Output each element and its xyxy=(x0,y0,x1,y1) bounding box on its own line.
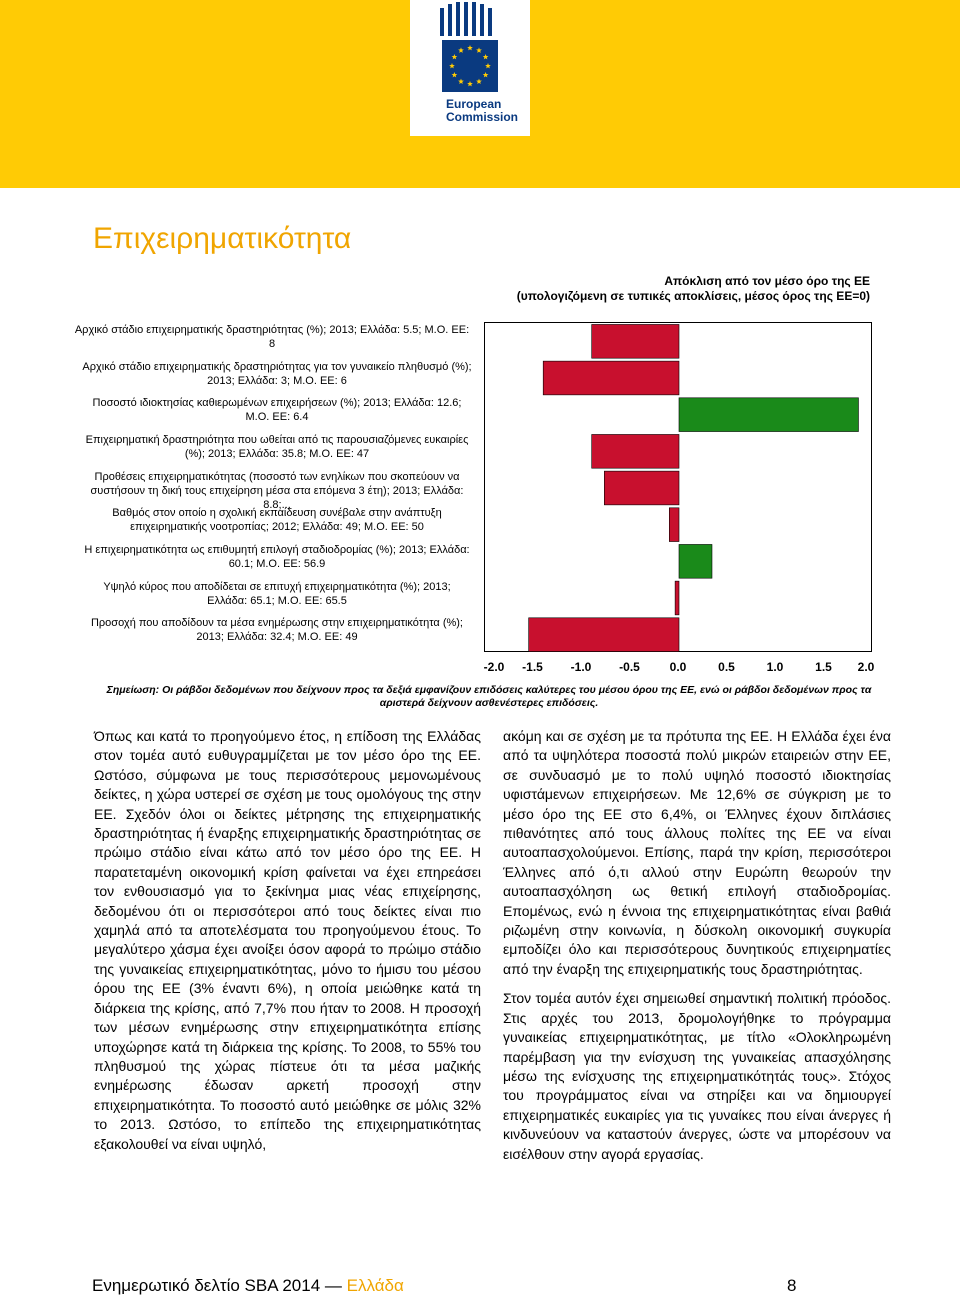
category-label-9: Προσοχή που αποδίδουν τα μέσα ενημέρωσης στην επιχειρηματικότητα (%); 2013; Ελλάδα: 32.4; Μ.Ο. ΕΕ: 49 xyxy=(90,617,463,644)
bar-4 xyxy=(592,434,679,468)
left-paragraph-1: Όπως και κατά το προηγούμενο έτος, η επίδοση της Ελλάδας στον τομέα αυτό ευθυγραμμίζεται με τον μέσο όρο της ΕΕ. Ωστόσο, σύμφωνα με τους περισσότερους μεμονωμένους δείκτες, η χώρα υστερεί σε σχέση με τους ομολόγους της στην ΕΕ. Σχεδόν όλοι οι δείκτες μέτρησης της επιχειρηματικής δραστηριότητας ή έναρξης επιχειρηματικής δραστηριότητας σε πρώιμο στάδιο είναι κάτω από τον μέσο όρο της ΕΕ. Η παρατεταμένη οικονομική κρίση φαίνεται να έχει επηρεάσει τον ενθουσιασμό για το ξεκίνημα μιας νέας επιχείρησης, δεδομένου ότι οι περισσότεροι από τους δείκτες είναι πιο χαμηλά από τα αποτελέσματα του προηγούμενου έτους. Το μεγαλύτερο χάσμα έχει ανοίξει όσον αφορά το πρώιμο στάδιο της γυναικείας επιχειρηματικότητας, μόνο το ήμισυ του μέσου όρου της ΕΕ (3% έναντι 6%), η οποία μειώθηκε κατά τη διάρκεια της κρίσης, από 7,7% που ήταν το 2008. Η προσοχή των μέσων ενημέρωσης στην επιχειρηματικότητα επίσης υποχώρησε κατά τη διάρκεια της κρίσης. Το 2008, το 55% του πληθυσμού της χώρας πίστευε ότι τα μέσα μαζικής ενημέρωσης έδωσαν αρκετή προσοχή στην επιχειρηματικότητα. Το ποσοστό αυτό μειώθηκε σε μόλις 32% το 2013. Ωστόσο, το επίπεδο της επιχειρηματικότητας εξακολουθεί να είναι υψηλό, xyxy=(94,728,481,1152)
chart-note: Σημείωση: Οι ράβδοι δεδομένων που δείχνουν προς τα δεξιά εμφανίζουν επιδόσεις καλύτερες του μέσου όρου της ΕΕ, ενώ οι ράβδοι δεδομένων προς τα αριστερά δείχνουν ασθενέστερες επιδόσεις. xyxy=(106,684,872,709)
footer-country: Ελλάδα xyxy=(346,1276,404,1295)
right-paragraph-2: Στον τομέα αυτόν έχει σημειωθεί σημαντική πολιτική πρόοδος. Στις αρχές του 2013, δρομολογήθηκε το πρόγραμμα γυναικείας επιχειρηματικότητας, με τίτλο «Ολοκληρωμένη παρέμβαση για την ενίσχυση της γυναικείας απασχόλησης μέσω της ενίσχυσης της επιχειρηματικότητάς τους». Στόχος του προγράμματος είναι να στηρίξει και να δημιουργεί επιχειρηματικές ευκαιρίες για τις γυναίκες που είναι άνεργες ή κινδυνεύουν να καταστούν άνεργες, ώστε να μπορέσουν να εισέλθουν στην αγορά εργασίας. xyxy=(503,990,891,1162)
logo-text-line1: European xyxy=(446,97,502,111)
bar-9 xyxy=(529,618,679,652)
x-tick-label: 0.0 xyxy=(669,660,687,674)
european-commission-logo xyxy=(410,0,530,136)
x-tick-label: 2.0 xyxy=(857,660,875,674)
category-label-8: Υψηλό κύρος που αποδίδεται σε επιτυχή επιχειρηματικότητα (%); 2013; Ελλάδα: 65.1; Μ.Ο. ΕΕ: 65.5 xyxy=(103,580,451,607)
page-number: 8 xyxy=(787,1276,797,1295)
chart-plot-area xyxy=(484,322,872,652)
category-label-2: Αρχικό στάδιο επιχειρηματικής δραστηριότητας για τον γυναικείο πληθυσμό (%); 2013; Ελλάδα: 3; Μ.Ο. ΕΕ: 6 xyxy=(82,360,472,387)
x-tick-label: 0.5 xyxy=(718,660,735,674)
category-label-3: Ποσοστό ιδιοκτησίας καθιερωμένων επιχειρήσεων (%); 2013; Ελλάδα: 12.6; Μ.Ο. ΕΕ: 6.4 xyxy=(92,397,462,424)
logo-text-line2: Commission xyxy=(446,110,519,124)
bar-3 xyxy=(679,398,858,432)
x-tick-label: 1.0 xyxy=(766,660,784,674)
right-paragraph-1: ακόμη και σε σχέση με τα πρότυπα της ΕΕ. Η Ελλάδα έχει ένα από τα υψηλότερα ποσοστά πολύ μικρών εταιρειών στην ΕΕ, σε συνδυασμό με το πολύ υψηλό ποσοστό ιδιοκτησίας υφιστάμενων επιχειρήσεων. Με 12,6% σε σύγκριση με το μέσο όρο της ΕΕ στο 6,4%, οι Έλληνες έχουν διπλάσιες πιθανότητες από τους άλλους πολίτες της ΕΕ να είναι αυτοαπασχολούμενοι. Επίσης, παρά την κρίση, περισσότεροι Έλληνες από ό,τι αλλού στην Ευρώπη θεωρούν την αυτοαπασχόληση ως θετική επιλογή σταδιοδρομίας. Επομένως, ενώ η έννοια της επιχειρηματικότητας είναι βαθιά ριζωμένη στην κοινωνία, η δύσκολη οικονομική συγκυρία εμποδίζει όλο και περισσότερους δυνητικούς επιχειρηματίες από την έναρξη της επιχειρηματικής τους δραστηριότητας. xyxy=(503,728,891,977)
bar-1 xyxy=(592,324,679,358)
chart-title-line2: (υπολογιζόμενη σε τυπικές αποκλίσεις, μέσος όρος της ΕΕ=0) xyxy=(516,289,870,303)
bar-6 xyxy=(669,508,679,542)
category-label-5: Προθέσεις επιχειρηματικότητας (ποσοστό των ενηλίκων που σκοπεύουν να συστήσουν τη δική τους επιχείρηση μέσα στα επόμενα 3 έτη); 2013; Ελλάδα: 8.8;... xyxy=(90,470,464,511)
footer xyxy=(92,1276,404,1296)
bar-7 xyxy=(679,544,712,578)
category-label-6: Βαθμός στον οποίο η σχολική εκπαίδευση συνέβαλε στην ανάπτυξη επιχειρηματικής νοοτροπίας; 2012; Ελλάδα: 49; Μ.Ο. ΕΕ: 50 xyxy=(112,507,442,534)
chart-header xyxy=(370,274,870,304)
category-label-1: Αρχικό στάδιο επιχειρηματικής δραστηριότητας (%); 2013; Ελλάδα: 5.5; Μ.Ο. ΕΕ: 8 xyxy=(74,324,470,350)
x-tick-label: -0.5 xyxy=(619,660,640,674)
x-tick-label: -1.0 xyxy=(570,660,592,674)
right-column xyxy=(503,727,891,1174)
left-column xyxy=(94,727,481,1164)
category-label-4: Επιχειρηματική δραστηριότητα που ωθείται από τις παρουσιαζόμενες ευκαιρίες (%); 2013; Ελλάδα: 35.8; Μ.Ο. ΕΕ: 47 xyxy=(85,434,469,460)
header-banner xyxy=(0,0,960,188)
bar-2 xyxy=(543,361,679,395)
x-axis-ticks xyxy=(483,660,875,676)
x-tick-label: 1.5 xyxy=(815,660,832,674)
category-label-7: Η επιχειρηματικότητα ως επιθυμητή επιλογή σταδιοδρομίας (%); 2013; Ελλάδα: 60.1; Μ.Ο. ΕΕ: 56.9 xyxy=(84,544,470,570)
bar-chart xyxy=(485,323,873,653)
bar-5 xyxy=(604,471,679,505)
bar-8 xyxy=(675,581,679,615)
x-tick-label: -1.5 xyxy=(522,660,543,674)
page-title: Επιχειρηματικότητα xyxy=(93,222,352,255)
chart-title-line1: Απόκλιση από τον μέσο όρο της ΕΕ xyxy=(664,274,870,288)
footer-prefix: Ενημερωτικό δελτίο SBA 2014 — xyxy=(92,1276,342,1295)
x-tick-label: -2.0 xyxy=(483,660,505,674)
